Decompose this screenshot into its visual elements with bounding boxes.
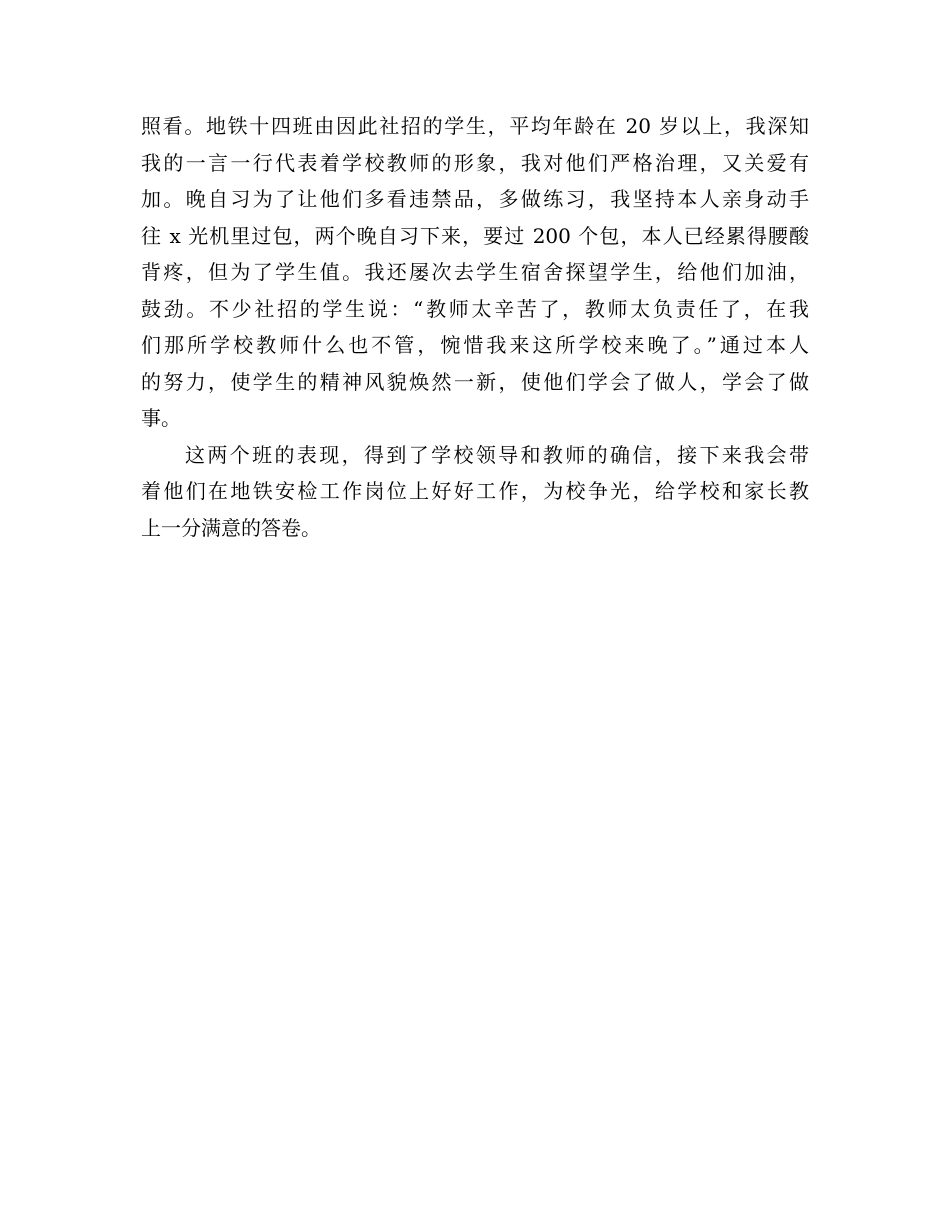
paragraph-2-line: 这两个班的表现，得到了学校领导和教师的确信，接下来我会带 xyxy=(185,442,809,467)
paragraph-2-line: 着他们在地铁安检工作岗位上好好工作，为校争光，给学校和家长教 xyxy=(141,479,809,503)
paragraph-1-line: 的努力，使学生的精神风貌焕然一新，使他们学会了做人，学会了做 xyxy=(141,369,809,394)
paragraph-1-line: 往 x 光机里过包，两个晚自习下来，要过 200 个包，本人已经累得腰酸 xyxy=(141,223,809,248)
paragraph-1-line: 照看。地铁十四班由因此社招的学生，平均年龄在 20 岁以上，我深知 xyxy=(141,114,809,138)
paragraph-1-line: 背疼，但为了学生值。我还屡次去学生宿舍探望学生，给他们加油， xyxy=(141,260,809,284)
paragraph-1-line: 我的一言一行代表着学校教师的形象，我对他们严格治理，又关爱有 xyxy=(141,150,809,175)
paragraph-2 xyxy=(141,437,809,547)
paragraph-1 xyxy=(141,108,809,437)
paragraph-1-line: 们那所学校教师什么也不管，惋惜我来这所学校来晚了。”通过本人 xyxy=(141,333,809,357)
paragraph-2-line: 上一分满意的答卷。 xyxy=(141,515,321,540)
paragraph-1-line: 事。 xyxy=(141,406,181,430)
document-body xyxy=(141,108,809,546)
paragraph-1-line: 鼓劲。不少社招的学生说：“教师太辛苦了，教师太负责任了，在我 xyxy=(141,296,809,321)
paragraph-1-line: 加。晚自习为了让他们多看违禁品，多做练习，我坚持本人亲身动手 xyxy=(141,187,809,211)
